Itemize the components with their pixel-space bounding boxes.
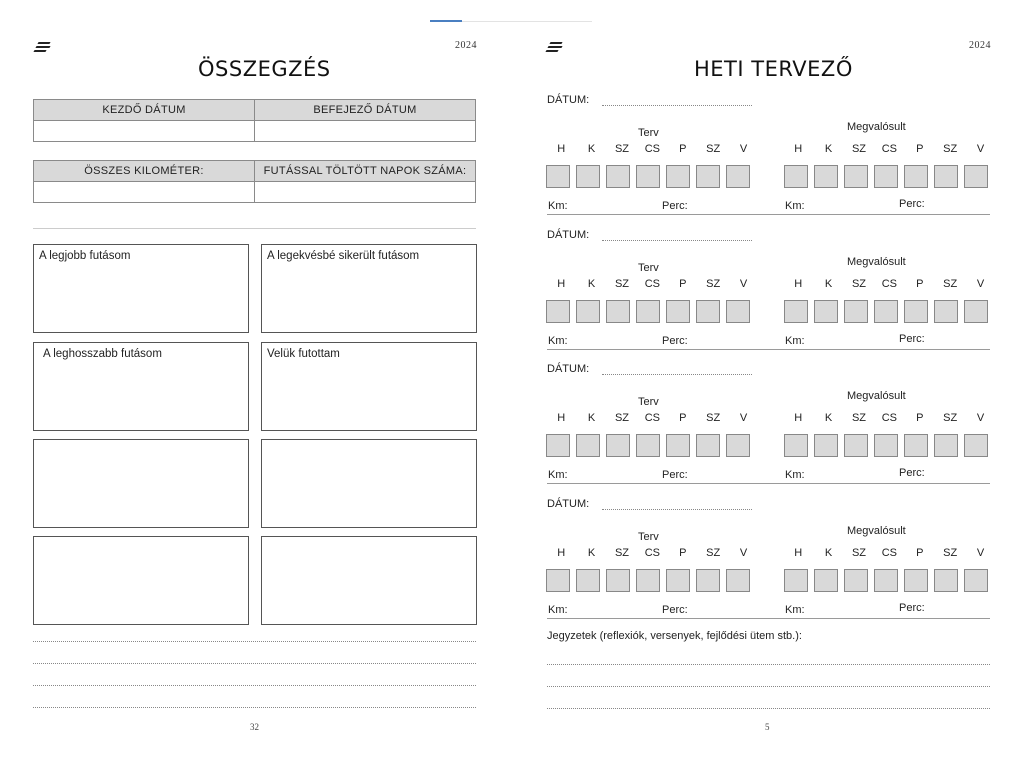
day-label: SZ	[614, 143, 629, 155]
actual-label: Megvalósult	[847, 121, 906, 133]
plan-day-box[interactable]	[636, 569, 660, 592]
actual-days	[783, 412, 996, 424]
day-label: SZ	[614, 278, 629, 290]
plan-day-box[interactable]	[546, 165, 570, 188]
plan-label: Terv	[638, 262, 659, 274]
actual-day-boxes	[784, 300, 988, 323]
day-label: K	[824, 278, 833, 290]
date-table	[33, 99, 476, 142]
day-label: K	[587, 547, 596, 559]
plan-day-box[interactable]	[666, 165, 690, 188]
plan-day-box[interactable]	[606, 434, 630, 457]
day-label: H	[557, 278, 566, 290]
plan-day-box[interactable]	[576, 300, 600, 323]
plan-days	[546, 278, 759, 290]
day-label: SZ	[614, 547, 629, 559]
plan-day-box[interactable]	[666, 300, 690, 323]
day-label: P	[679, 143, 687, 155]
box-label: A legjobb futásom	[39, 250, 131, 262]
plan-day-box[interactable]	[696, 569, 720, 592]
date-label: DÁTUM:	[547, 94, 590, 106]
day-label: CS	[644, 143, 660, 155]
actual-day-box[interactable]	[844, 165, 868, 188]
plan-day-box[interactable]	[696, 434, 720, 457]
actual-day-box[interactable]	[964, 434, 988, 457]
day-label: V	[739, 547, 748, 559]
day-label: P	[679, 278, 687, 290]
run-days-header: FUTÁSSAL TÖLTÖTT NAPOK SZÁMA:	[255, 161, 476, 182]
plan-day-box[interactable]	[726, 300, 750, 323]
week-separator	[547, 349, 990, 350]
right-page	[512, 0, 1024, 768]
day-label: K	[824, 412, 833, 424]
plan-day-box[interactable]	[696, 165, 720, 188]
plan-day-box[interactable]	[576, 434, 600, 457]
km-label: Km:	[548, 469, 568, 481]
notes-line[interactable]	[547, 686, 990, 687]
km-label: Km:	[548, 335, 568, 347]
date-field[interactable]	[602, 240, 752, 241]
minutes-label: Perc:	[662, 469, 688, 481]
plan-day-box[interactable]	[636, 300, 660, 323]
day-label: H	[557, 143, 566, 155]
writing-line[interactable]	[33, 641, 476, 642]
plan-day-box[interactable]	[546, 569, 570, 592]
day-label: SZ	[851, 278, 866, 290]
day-label: H	[794, 143, 803, 155]
actual-day-boxes	[784, 569, 988, 592]
day-label: CS	[881, 412, 897, 424]
day-label: V	[739, 143, 748, 155]
page-number: 5	[765, 722, 770, 732]
day-label: SZ	[943, 547, 958, 559]
day-label: H	[557, 547, 566, 559]
actual-day-box[interactable]	[784, 569, 808, 592]
page-title: HETI TERVEZŐ	[694, 57, 853, 81]
longest-run-box[interactable]	[33, 342, 249, 431]
day-label: SZ	[706, 143, 721, 155]
total-km-field[interactable]	[34, 182, 255, 203]
plan-day-box[interactable]	[546, 300, 570, 323]
plan-day-box[interactable]	[546, 434, 570, 457]
actual-day-box[interactable]	[874, 569, 898, 592]
actual-day-box[interactable]	[874, 434, 898, 457]
day-label: K	[587, 278, 596, 290]
plan-days	[546, 143, 759, 155]
day-label: V	[739, 278, 748, 290]
plan-day-box[interactable]	[666, 434, 690, 457]
day-label: CS	[644, 278, 660, 290]
day-label: P	[679, 412, 687, 424]
date-label: DÁTUM:	[547, 498, 590, 510]
actual-day-box[interactable]	[814, 434, 838, 457]
date-field[interactable]	[602, 509, 752, 510]
day-label: H	[794, 412, 803, 424]
day-label: V	[739, 412, 748, 424]
empty-box[interactable]	[33, 439, 249, 528]
plan-day-box[interactable]	[726, 165, 750, 188]
day-label: SZ	[851, 412, 866, 424]
actual-day-box[interactable]	[934, 569, 958, 592]
plan-label: Terv	[638, 396, 659, 408]
empty-box[interactable]	[33, 536, 249, 625]
day-label: K	[824, 143, 833, 155]
minutes-label: Perc:	[662, 200, 688, 212]
total-km-header: ÖSSZES KILOMÉTER:	[34, 161, 255, 182]
plan-day-box[interactable]	[636, 434, 660, 457]
box-label: A legekvésbé sikerült futásom	[267, 250, 420, 262]
actual-day-box[interactable]	[844, 569, 868, 592]
day-label: V	[976, 547, 985, 559]
date-label: DÁTUM:	[547, 363, 590, 375]
actual-day-box[interactable]	[784, 300, 808, 323]
day-label: V	[976, 278, 985, 290]
plan-day-box[interactable]	[636, 165, 660, 188]
day-label: SZ	[851, 547, 866, 559]
notes-line[interactable]	[547, 664, 990, 665]
actual-day-box[interactable]	[904, 569, 928, 592]
end-date-field[interactable]	[255, 121, 476, 142]
empty-box[interactable]	[261, 439, 477, 528]
minutes-label: Perc:	[899, 467, 925, 479]
km-label: Km:	[785, 469, 805, 481]
day-label: P	[916, 412, 924, 424]
minutes-label: Perc:	[899, 602, 925, 614]
plan-day-box[interactable]	[576, 569, 600, 592]
day-label: CS	[881, 278, 897, 290]
day-label: H	[794, 547, 803, 559]
actual-day-box[interactable]	[874, 165, 898, 188]
end-date-header: BEFEJEZŐ DÁTUM	[255, 100, 476, 121]
actual-day-boxes	[784, 434, 988, 457]
start-date-header: KEZDŐ DÁTUM	[34, 100, 255, 121]
plan-day-boxes	[546, 300, 750, 323]
actual-day-box[interactable]	[814, 300, 838, 323]
box-label: Velük futottam	[267, 348, 340, 360]
actual-days	[783, 143, 996, 155]
plan-days	[546, 547, 759, 559]
plan-day-boxes	[546, 569, 750, 592]
plan-day-box[interactable]	[606, 569, 630, 592]
day-label: SZ	[706, 278, 721, 290]
week-separator	[547, 214, 990, 215]
plan-day-boxes	[546, 434, 750, 457]
km-label: Km:	[785, 335, 805, 347]
day-label: SZ	[614, 412, 629, 424]
actual-day-box[interactable]	[934, 300, 958, 323]
actual-label: Megvalósult	[847, 390, 906, 402]
actual-label: Megvalósult	[847, 525, 906, 537]
plan-day-box[interactable]	[576, 165, 600, 188]
day-label: SZ	[943, 143, 958, 155]
plan-day-box[interactable]	[726, 569, 750, 592]
minutes-label: Perc:	[662, 335, 688, 347]
day-label: SZ	[851, 143, 866, 155]
start-date-field[interactable]	[34, 121, 255, 142]
minutes-label: Perc:	[899, 333, 925, 345]
brand-logo-icon	[546, 40, 566, 54]
day-label: CS	[881, 143, 897, 155]
actual-day-box[interactable]	[904, 300, 928, 323]
minutes-label: Perc:	[899, 198, 925, 210]
minutes-label: Perc:	[662, 604, 688, 616]
date-field[interactable]	[602, 105, 752, 106]
actual-day-box[interactable]	[964, 165, 988, 188]
km-label: Km:	[785, 604, 805, 616]
actual-day-box[interactable]	[784, 434, 808, 457]
writing-line[interactable]	[33, 707, 476, 708]
km-label: Km:	[785, 200, 805, 212]
brand-logo-icon	[34, 40, 54, 54]
km-label: Km:	[548, 604, 568, 616]
day-label: H	[794, 278, 803, 290]
page-number: 32	[250, 722, 259, 732]
actual-day-box[interactable]	[934, 434, 958, 457]
day-label: SZ	[943, 278, 958, 290]
week-separator	[547, 483, 990, 484]
plan-day-box[interactable]	[726, 434, 750, 457]
day-label: V	[976, 143, 985, 155]
actual-day-box[interactable]	[814, 569, 838, 592]
day-label: V	[976, 412, 985, 424]
km-label: Km:	[548, 200, 568, 212]
actual-day-box[interactable]	[874, 300, 898, 323]
day-label: SZ	[943, 412, 958, 424]
day-label: P	[916, 547, 924, 559]
writing-line[interactable]	[33, 663, 476, 664]
day-label: CS	[881, 547, 897, 559]
plan-days	[546, 412, 759, 424]
plan-day-boxes	[546, 165, 750, 188]
best-run-box[interactable]	[33, 244, 249, 333]
day-label: SZ	[706, 547, 721, 559]
plan-label: Terv	[638, 127, 659, 139]
actual-day-box[interactable]	[934, 165, 958, 188]
plan-label: Terv	[638, 531, 659, 543]
empty-box[interactable]	[261, 536, 477, 625]
actual-day-boxes	[784, 165, 988, 188]
page-title: ÖSSZEGZÉS	[198, 57, 331, 81]
day-label: P	[916, 143, 924, 155]
plan-day-box[interactable]	[666, 569, 690, 592]
box-label: A leghosszabb futásom	[43, 348, 162, 360]
actual-day-box[interactable]	[964, 569, 988, 592]
notes-label: Jegyzetek (reflexiók, versenyek, fejlődési ütem stb.):	[547, 630, 802, 642]
day-label: P	[679, 547, 687, 559]
notes-line[interactable]	[547, 708, 990, 709]
run-days-field[interactable]	[255, 182, 476, 203]
year-label: 2024	[455, 40, 477, 51]
week-separator	[547, 618, 990, 619]
day-label: SZ	[706, 412, 721, 424]
date-field[interactable]	[602, 374, 752, 375]
actual-day-box[interactable]	[814, 165, 838, 188]
date-label: DÁTUM:	[547, 229, 590, 241]
day-label: CS	[644, 547, 660, 559]
actual-day-box[interactable]	[844, 300, 868, 323]
day-label: K	[587, 412, 596, 424]
day-label: H	[557, 412, 566, 424]
divider	[33, 228, 476, 229]
plan-day-box[interactable]	[606, 300, 630, 323]
actual-day-box[interactable]	[904, 165, 928, 188]
actual-days	[783, 278, 996, 290]
km-table	[33, 160, 476, 203]
day-label: K	[824, 547, 833, 559]
day-label: P	[916, 278, 924, 290]
actual-days	[783, 547, 996, 559]
year-label: 2024	[969, 40, 991, 51]
day-label: CS	[644, 412, 660, 424]
actual-day-box[interactable]	[784, 165, 808, 188]
actual-day-box[interactable]	[844, 434, 868, 457]
day-label: K	[587, 143, 596, 155]
actual-day-box[interactable]	[964, 300, 988, 323]
ran-with-box[interactable]	[261, 342, 477, 431]
writing-line[interactable]	[33, 685, 476, 686]
plan-day-box[interactable]	[606, 165, 630, 188]
actual-day-box[interactable]	[904, 434, 928, 457]
worst-run-box[interactable]	[261, 244, 477, 333]
actual-label: Megvalósult	[847, 256, 906, 268]
plan-day-box[interactable]	[696, 300, 720, 323]
